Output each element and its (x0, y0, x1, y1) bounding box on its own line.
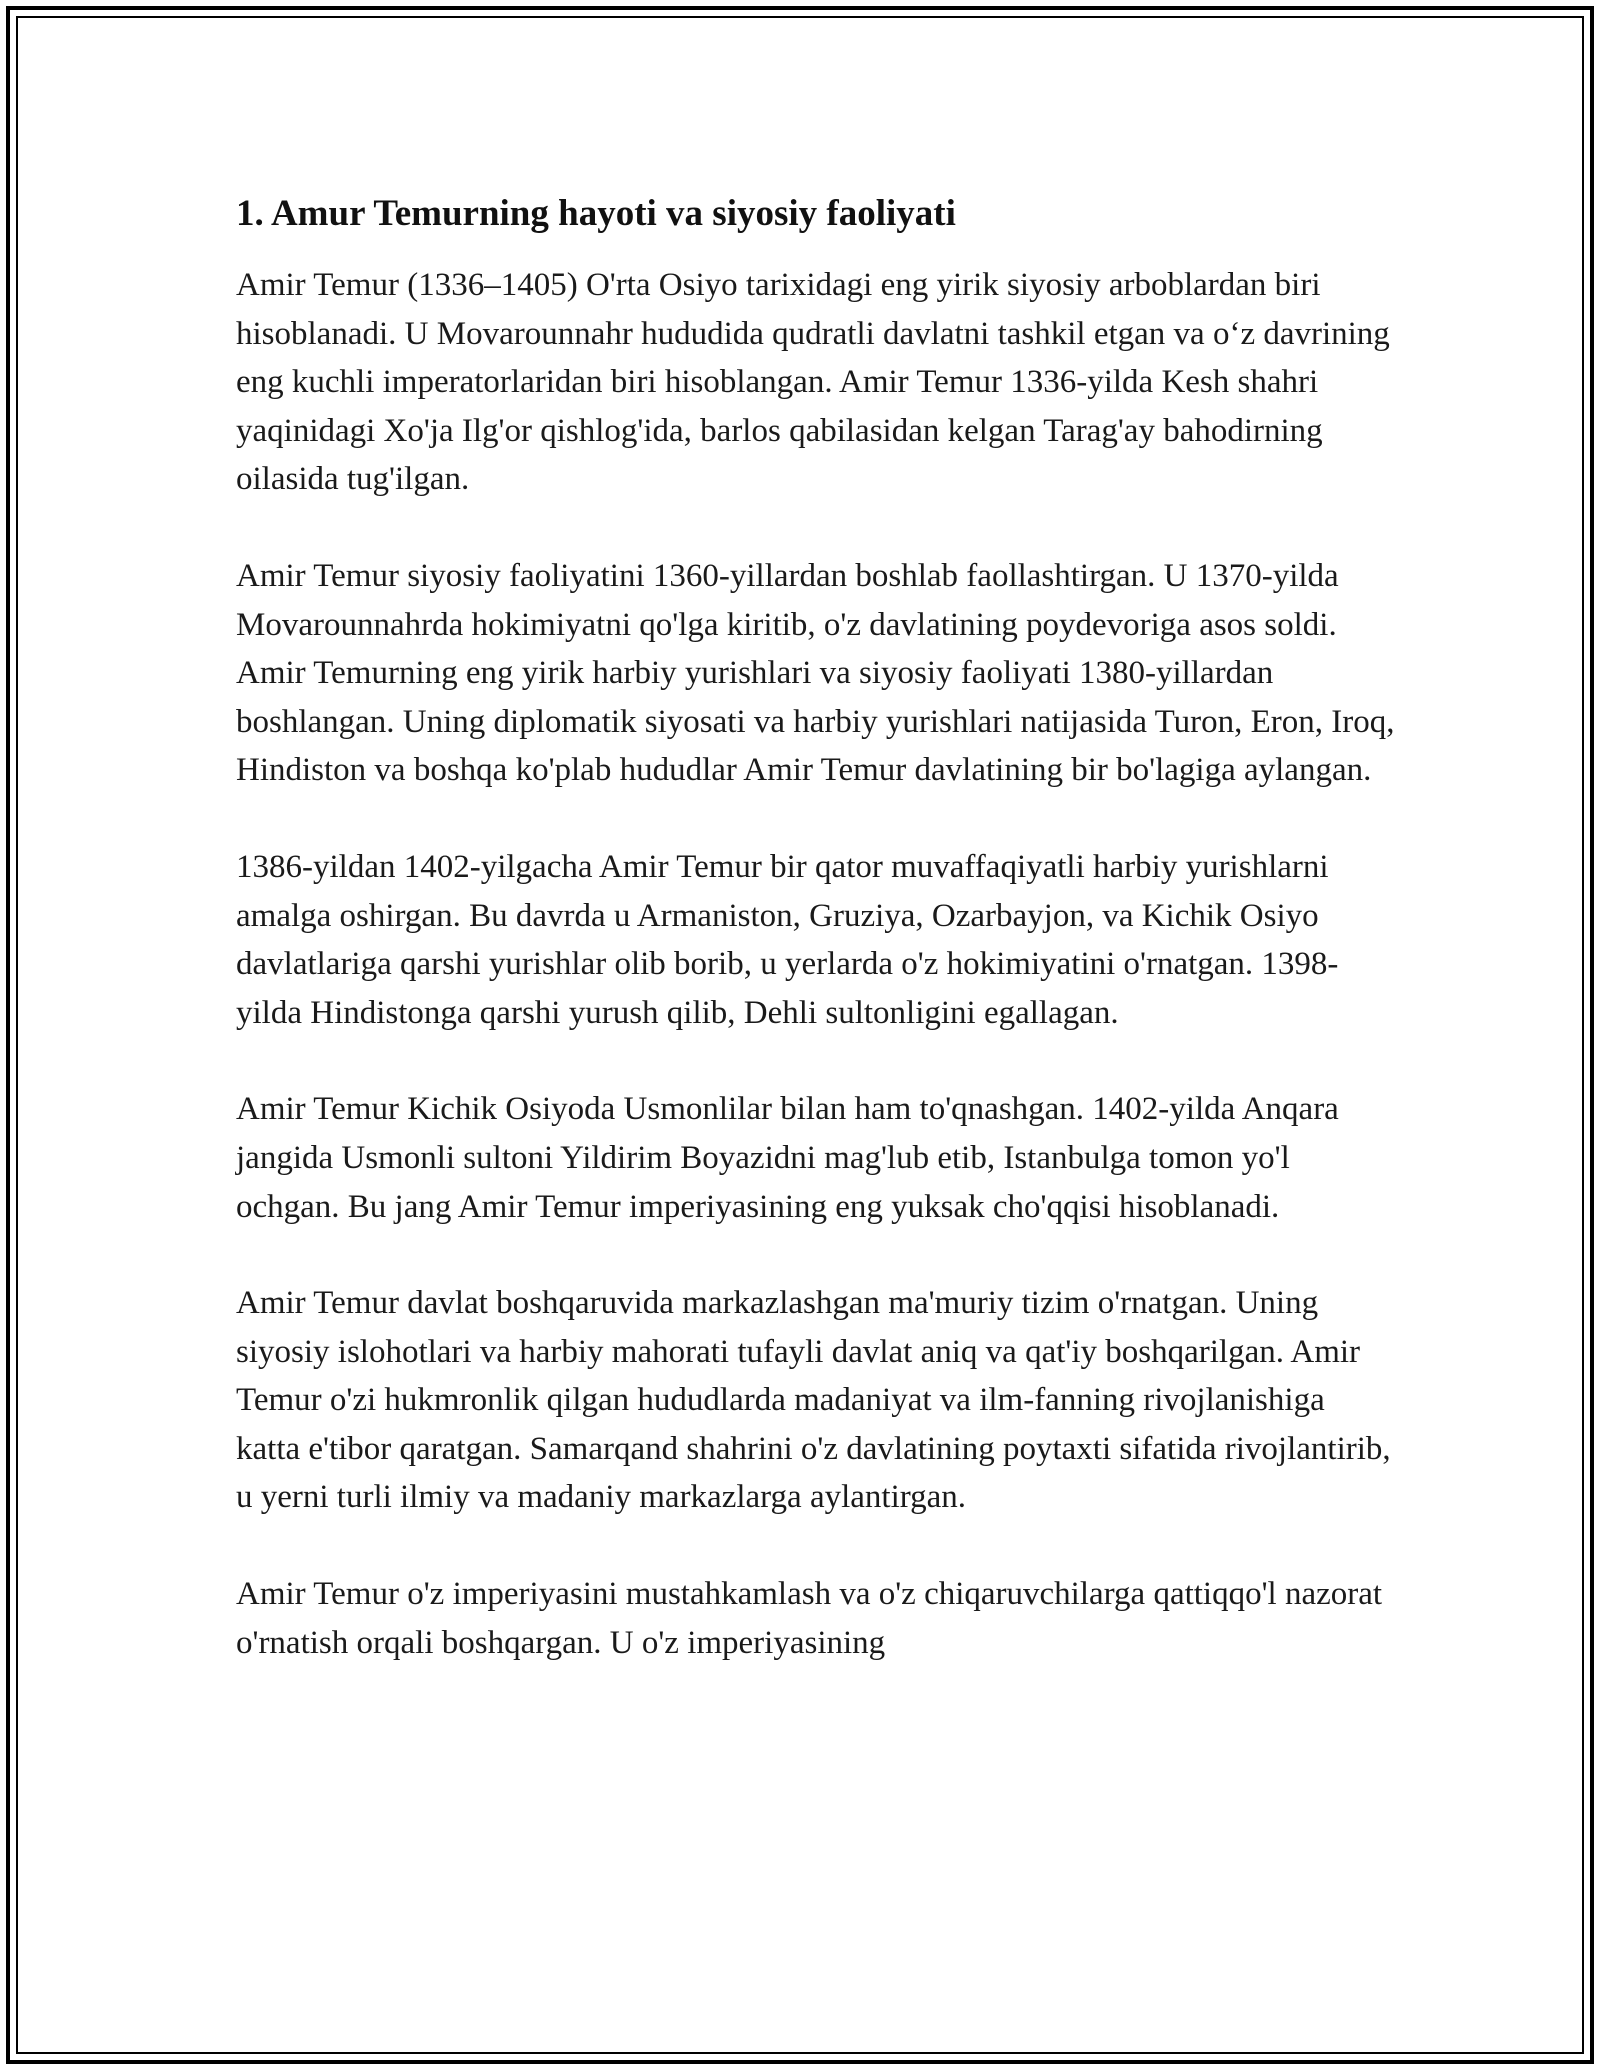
paragraph-3: 1386-yildan 1402-yilgacha Amir Temur bir qator muvaffaqiyatli harbiy yurishlarni amalga oshirgan. Bu davrda u Armaniston, Gruziya, Ozarbayjon, va Kichik Osiyo davlatlariga qarshi yurishlar olib borib, u yerlarda o'z hokimiyatini o'rnatgan. 1398-yilda Hindistonga qarshi yurush qilib, Dehli sultonligini egallagan. (236, 848, 1339, 1031)
document-body (236, 186, 1396, 1715)
paragraph-4: Amir Temur Kichik Osiyoda Usmonlilar bilan ham to'qnashgan. 1402-yilda Anqara jangida Usmonli sultoni Yildirim Boyazidni mag'lub etib, Istanbulga tomon yo'l ochgan. Bu jang Amir Temur imperiyasining eng yuksak cho'qqisi hisoblanadi. (236, 1091, 1339, 1225)
paragraph-2: Amir Temur siyosiy faoliyatini 1360-yillardan boshlab faollashtirgan. U 1370-yilda Movarounnahrda hokimiyatni qo'lga kiritib, o'z davlatining poydevoriga asos soldi. Amir Temurning eng yirik harbiy yurishlari va siyosiy faoliyati 1380-yillardan boshlangan. Uning diplomatik siyosati va harbiy yurishlari natijasida Turon, Eron, Iroq, Hindiston va boshqa ko'plab hududlar Amir Temur davlatining bir bo'lagiga aylangan. (236, 557, 1395, 789)
paragraph-6: Amir Temur o'z imperiyasini mustahkamlash va o'z chiqaruvchilarga qattiqqo'l nazorat o'rnatish orqali boshqargan. U o'z imperiyasining (236, 1576, 1383, 1661)
paragraph-1: Amir Temur (1336–1405) O'rta Osiyo tarixidagi eng yirik siyosiy arboblardan biri hisoblanadi. U Movarounnahr hududida qudratli davlatni tashkil etgan va o‘z davrining eng kuchli imperatorlaridan biri hisoblangan. Amir Temur 1336-yilda Kesh shahri yaqinidagi Xo'ja Ilg'or qishlog'ida, barlos qabilasidan kelgan Tarag'ay bahodirning oilasida tug'ilgan. (236, 267, 1390, 498)
section-heading: 1. Amur Temurning hayoti va siyosiy faoliyati (236, 193, 956, 234)
paragraph-5: Amir Temur davlat boshqaruvida markazlashgan ma'muriy tizim o'rnatgan. Uning siyosiy islohotlari va harbiy mahorati tufayli davlat aniq va qat'iy boshqarilgan. Amir Temur o'zi hukmronlik qilgan hududlarda madaniyat va ilm-fanning rivojlanishiga katta e'tibor qaratgan. Samarqand shahrini o'z davlatining poytaxti sifatida rivojlantirib, u yerni turli ilmiy va madaniy markazlarga aylantirgan. (236, 1285, 1391, 1516)
